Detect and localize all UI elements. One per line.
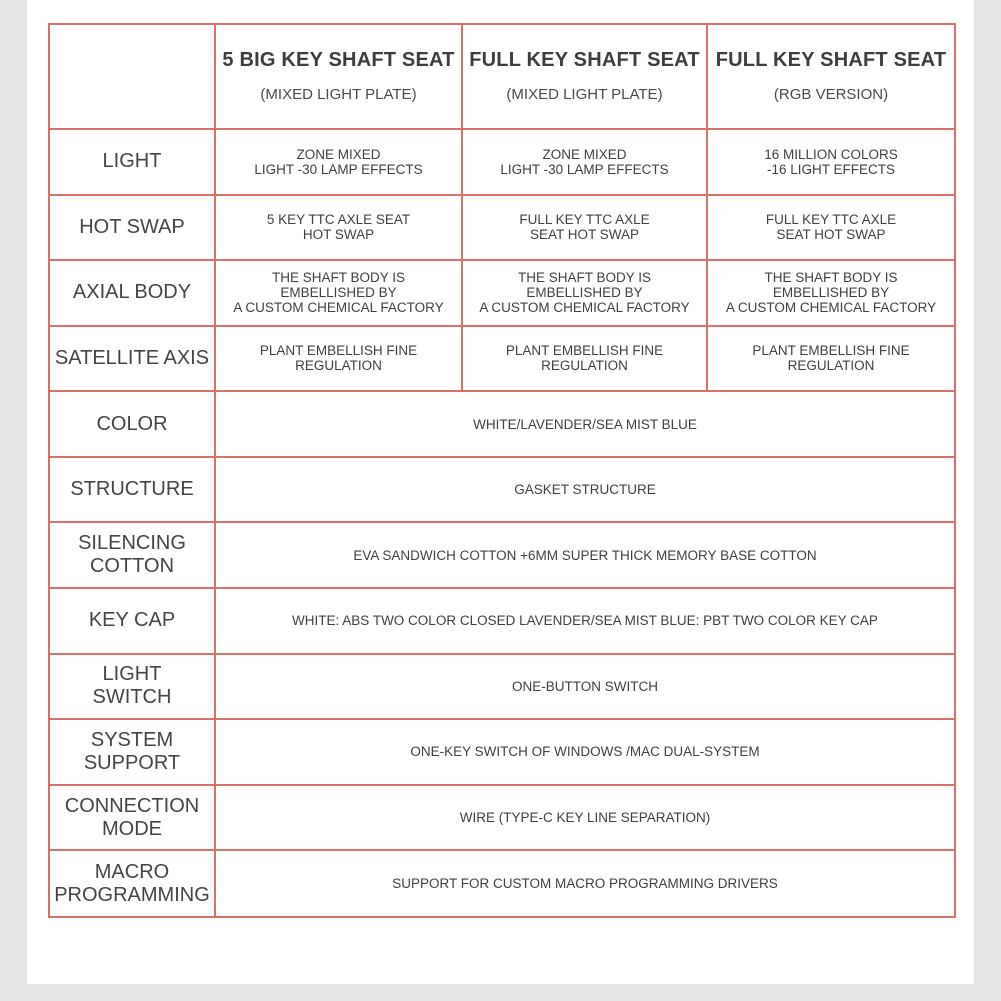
header-row: [49, 24, 955, 129]
table-cell-spanning: ONE-KEY SWITCH OF WINDOWS /MAC DUAL-SYSTEM: [215, 719, 955, 785]
row-label: COLOR: [49, 391, 215, 457]
table-cell: ZONE MIXED LIGHT -30 LAMP EFFECTS: [462, 129, 707, 195]
table-cell: ZONE MIXED LIGHT -30 LAMP EFFECTS: [215, 129, 462, 195]
table-cell: FULL KEY TTC AXLE SEAT HOT SWAP: [462, 195, 707, 261]
row-label: MACRO PROGRAMMING: [49, 850, 215, 917]
table-cell: 16 MILLION COLORS -16 LIGHT EFFECTS: [707, 129, 955, 195]
table-row-macro-programming: [49, 850, 955, 917]
header-corner-cell: [49, 24, 215, 129]
table-row-axial-body: [49, 260, 955, 326]
table-row-key-cap: [49, 588, 955, 654]
table-cell-spanning: WIRE (TYPE-C KEY LINE SEPARATION): [215, 785, 955, 851]
row-label: SATELLITE AXIS: [49, 326, 215, 392]
table-row-hot-swap: [49, 195, 955, 261]
header-cell: [462, 24, 707, 129]
table-cell: PLANT EMBELLISH FINE REGULATION: [462, 326, 707, 392]
table-cell-spanning: EVA SANDWICH COTTON +6MM SUPER THICK MEMORY BASE COTTON: [215, 522, 955, 588]
header-cell: [215, 24, 462, 129]
table-cell: THE SHAFT BODY IS EMBELLISHED BY A CUSTOM CHEMICAL FACTORY: [462, 260, 707, 326]
table-row-structure: [49, 457, 955, 523]
table-cell: THE SHAFT BODY IS EMBELLISHED BY A CUSTOM CHEMICAL FACTORY: [215, 260, 462, 326]
table-cell-spanning: GASKET STRUCTURE: [215, 457, 955, 523]
table-row-color: [49, 391, 955, 457]
row-label: KEY CAP: [49, 588, 215, 654]
table-row-light-switch: [49, 654, 955, 720]
table-cell: PLANT EMBELLISH FINE REGULATION: [707, 326, 955, 392]
table-cell: THE SHAFT BODY IS EMBELLISHED BY A CUSTOM CHEMICAL FACTORY: [707, 260, 955, 326]
table-row-light: [49, 129, 955, 195]
table-cell-spanning: WHITE: ABS TWO COLOR CLOSED LAVENDER/SEA MIST BLUE: PBT TWO COLOR KEY CAP: [215, 588, 955, 654]
table-cell: PLANT EMBELLISH FINE REGULATION: [215, 326, 462, 392]
table-cell: FULL KEY TTC AXLE SEAT HOT SWAP: [707, 195, 955, 261]
table-row-silencing-cotton: [49, 522, 955, 588]
row-label: SILENCING COTTON: [49, 522, 215, 588]
row-label: STRUCTURE: [49, 457, 215, 523]
row-label: SYSTEM SUPPORT: [49, 719, 215, 785]
row-label: CONNECTION MODE: [49, 785, 215, 851]
table-cell-spanning: WHITE/LAVENDER/SEA MIST BLUE: [215, 391, 955, 457]
row-label: HOT SWAP: [49, 195, 215, 261]
table-cell-spanning: ONE-BUTTON SWITCH: [215, 654, 955, 720]
table-cell: 5 KEY TTC AXLE SEAT HOT SWAP: [215, 195, 462, 261]
spec-table: [48, 23, 956, 918]
column-subtitle: (MIXED LIGHT PLATE): [506, 86, 663, 104]
table-row-satellite-axis: [49, 326, 955, 392]
row-label: LIGHT: [49, 129, 215, 195]
column-subtitle: (RGB VERSION): [773, 86, 889, 104]
table-row-system-support: [49, 719, 955, 785]
column-title: FULL KEY SHAFT SEAT: [469, 49, 700, 72]
column-subtitle: (MIXED LIGHT PLATE): [260, 86, 417, 104]
row-label: LIGHT SWITCH: [49, 654, 215, 720]
header-cell: [707, 24, 955, 129]
column-title: 5 BIG KEY SHAFT SEAT: [222, 49, 455, 72]
column-title: FULL KEY SHAFT SEAT: [715, 49, 947, 72]
table-cell-spanning: SUPPORT FOR CUSTOM MACRO PROGRAMMING DRIVERS: [215, 850, 955, 917]
row-label: AXIAL BODY: [49, 260, 215, 326]
table-row-connection-mode: [49, 785, 955, 851]
